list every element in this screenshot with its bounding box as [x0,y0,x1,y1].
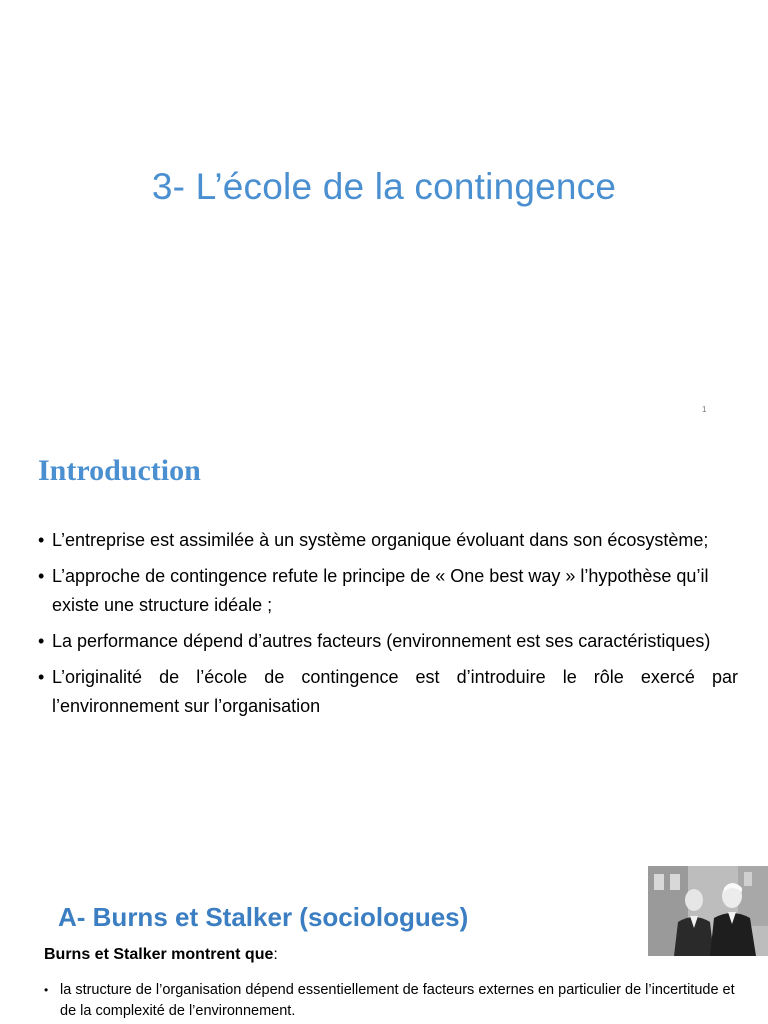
list-item: • L’approche de contingence refute le principe de « One best way » l’hypothèse qu’il existe une structure idéale ; [38,562,738,620]
portrait-photo [648,866,768,956]
section-subheading: Burns et Stalker montrent que: [44,946,278,963]
burns-stalker-slide [0,860,768,1024]
bullet-icon: • [38,566,45,586]
section-heading: A- Burns et Stalker (sociologues) [58,902,469,932]
introduction-heading: Introduction [38,454,201,487]
bullet-list [38,526,738,728]
bullet-icon: • [38,667,45,687]
list-item: • la structure de l’organisation dépend essentiellement de facteurs externes en particulier de l’incertitude et de la complexité de l’environnement. [44,982,735,1019]
slide-title: 3- L’école de la contingence [151,166,617,207]
bullet-icon: • [38,631,45,651]
list-item: • La performance dépend d’autres facteurs (environnement est ses caractéristiques) [38,627,738,656]
page-number: 1 [702,405,707,414]
introduction-slide [0,430,768,860]
title-slide [0,0,768,430]
list-item: • L’originalité de l’école de contingence est d’introduire le rôle exercé par l’environnement sur l’organisation [38,663,738,721]
list-item: • L’entreprise est assimilée à un système organique évoluant dans son écosystème; [38,526,738,555]
bullet-icon: • [38,530,45,550]
portrait-image-icon [648,866,768,956]
bullet-icon: • [44,983,49,997]
